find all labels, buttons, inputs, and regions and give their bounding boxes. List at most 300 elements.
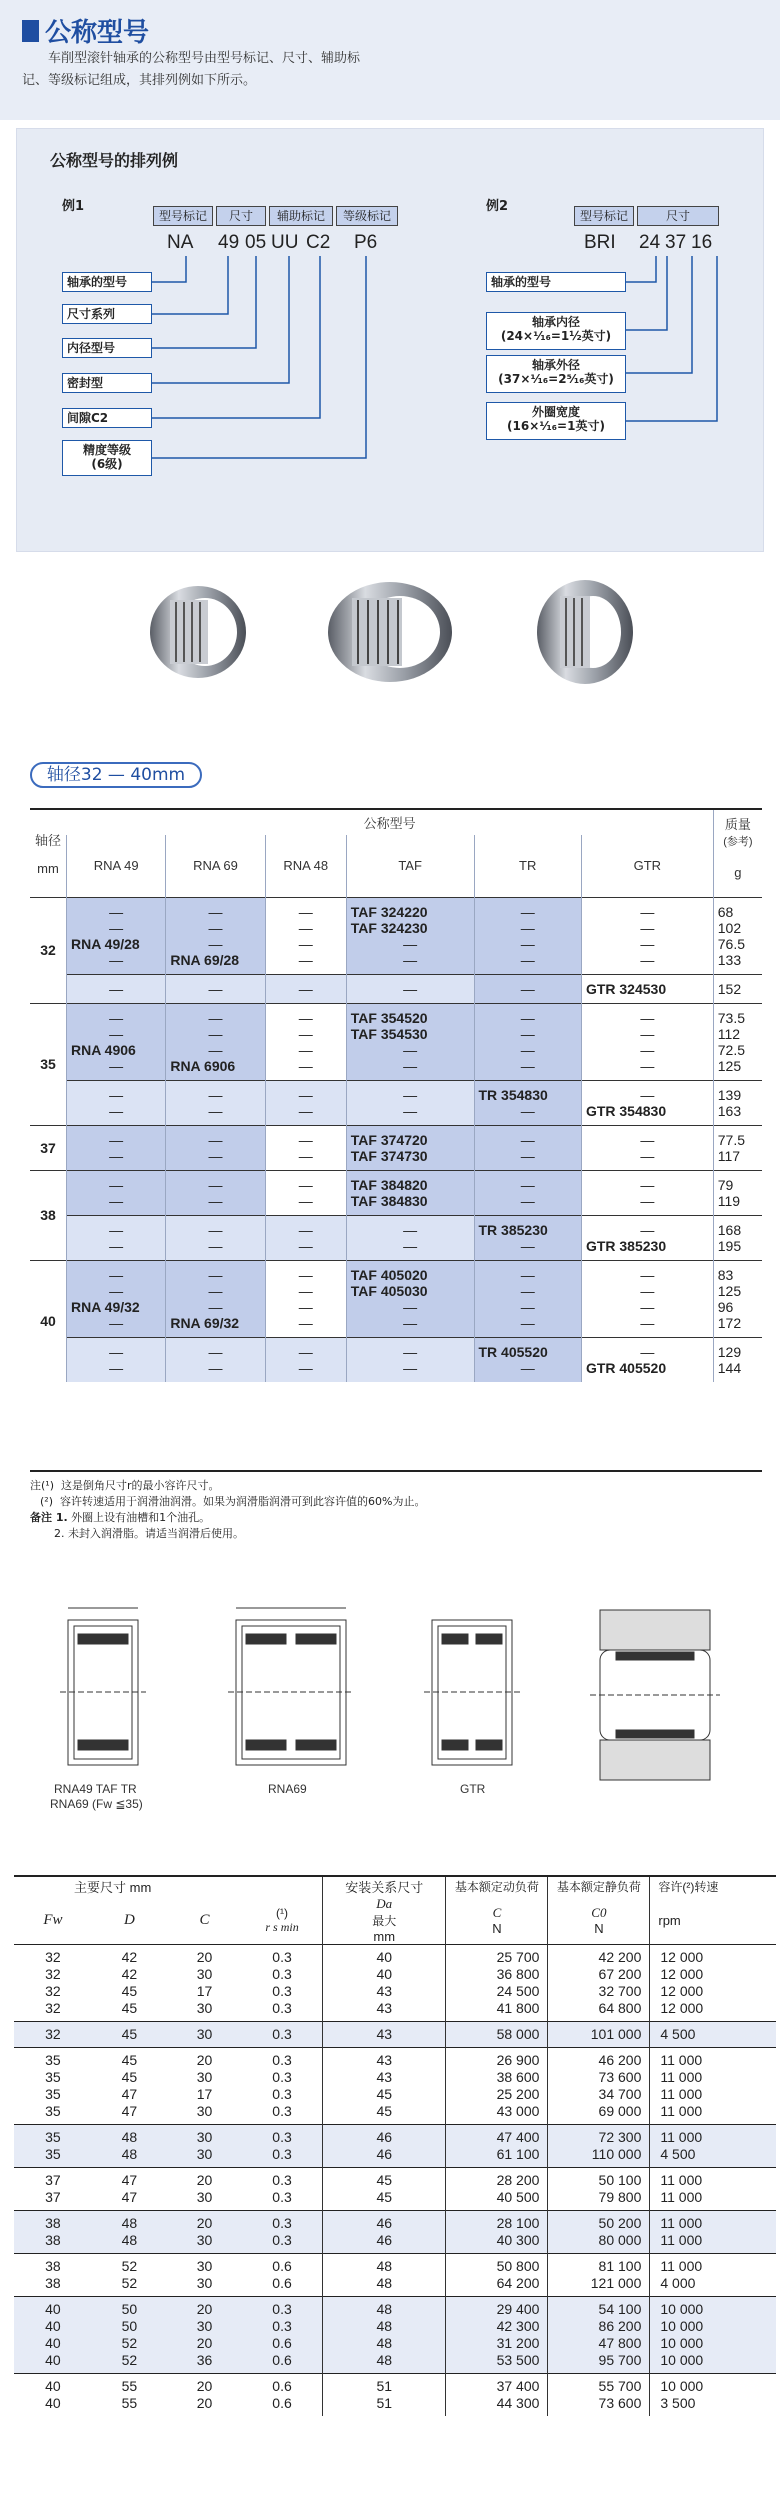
dim-cell: 45 xyxy=(323,2086,446,2103)
ex2-label-bore: 轴承内径 (24×¹⁄₁₆=1½英寸) xyxy=(486,312,626,350)
dim-cell: 11 000 xyxy=(650,2168,776,2190)
empty-dash: — xyxy=(520,1298,535,1315)
empty-dash: — xyxy=(640,1221,655,1238)
designation-code: TR 385230 xyxy=(478,1221,548,1238)
cross-section-drawings xyxy=(0,1580,780,1810)
dim-cell: 24 500 xyxy=(446,1983,548,2000)
dim-cell: 73 600 xyxy=(548,2069,650,2086)
empty-dash: — xyxy=(109,919,124,936)
empty-dash: — xyxy=(208,1237,223,1254)
empty-dash: — xyxy=(208,1041,223,1058)
dim-cell: 20 xyxy=(167,2168,242,2190)
dimension-row xyxy=(14,2189,776,2211)
designation-table xyxy=(30,808,762,1382)
dim-cell: 20 xyxy=(196,2395,213,2411)
empty-dash: — xyxy=(520,1176,535,1193)
cell-taf xyxy=(346,1125,474,1170)
dim-cell: 3 500 xyxy=(650,2395,776,2416)
cell-gtr xyxy=(581,1170,713,1215)
dim-cell: 35 xyxy=(45,2103,61,2119)
empty-dash: — xyxy=(520,1282,535,1299)
drawing-rna49 xyxy=(60,1608,146,1765)
dim-cell: 54 100 xyxy=(548,2297,650,2319)
drawing-mounting xyxy=(590,1610,720,1780)
empty-dash: — xyxy=(109,1086,124,1103)
empty-dash: — xyxy=(109,1025,124,1042)
dim-cell: 38 xyxy=(45,2275,61,2291)
example-heading: 公称型号的排列例 xyxy=(50,151,179,170)
note-2: (²) 容许转速适用于润滑油润滑。如果为润滑脂润滑可到此容许值的60%为止。 xyxy=(40,1495,426,1508)
cell-tr xyxy=(474,1260,581,1337)
designation-code: TR 354830 xyxy=(478,1086,548,1103)
dim-cell: 40 xyxy=(14,2352,92,2374)
mass-value: 77.5 xyxy=(717,1131,745,1148)
empty-dash: — xyxy=(403,935,418,952)
col-fw: Fw xyxy=(43,1911,63,1928)
ex1-label-seal: 密封型 xyxy=(62,373,152,393)
dim-cell: 41 800 xyxy=(446,2000,548,2022)
ex1-code-p6: P6 xyxy=(354,232,378,253)
dim-cell: 10 000 xyxy=(650,2335,776,2352)
empty-dash: — xyxy=(109,903,124,920)
empty-dash: — xyxy=(208,1343,223,1360)
dim-cell: 0.3 xyxy=(242,2211,322,2233)
dim-cell: 46 xyxy=(323,2146,446,2168)
dim-cell: 11 000 xyxy=(650,2069,776,2086)
empty-dash: — xyxy=(520,1009,535,1026)
col-shaft-header: 轴径 mm xyxy=(30,809,66,897)
designation-code: TR 405520 xyxy=(478,1343,548,1360)
empty-dash: — xyxy=(403,1343,418,1360)
dimension-row xyxy=(14,1945,776,1967)
dimension-row xyxy=(14,2232,776,2254)
mass-value: 117 xyxy=(717,1147,741,1164)
dim-cell: 64 200 xyxy=(446,2275,548,2297)
cell-tr xyxy=(474,1337,581,1382)
cell-rna49 xyxy=(66,1003,165,1080)
dim-cell: 37 xyxy=(14,2168,92,2190)
empty-dash: — xyxy=(208,1009,223,1026)
dim-cell: 48 xyxy=(92,2146,167,2168)
drawing-gtr xyxy=(424,1620,520,1765)
dimension-row xyxy=(14,2146,776,2168)
cell-rna48 xyxy=(265,1337,346,1382)
empty-dash: — xyxy=(109,1343,124,1360)
cell-gtr xyxy=(581,1125,713,1170)
dim-cell: 42 xyxy=(92,1945,167,1967)
ex1-code-na: NA xyxy=(167,232,194,253)
empty-dash: — xyxy=(208,1102,223,1119)
dimensions-table-body xyxy=(14,1945,776,2417)
dim-cell: 48 xyxy=(92,2125,167,2147)
col-mount: 安装关系尺寸 xyxy=(323,1876,446,1896)
cell-gtr xyxy=(581,974,713,1003)
designation-code: TAF 405030 xyxy=(350,1282,428,1299)
dim-cell: 40 xyxy=(14,2297,92,2319)
empty-dash: — xyxy=(298,1298,313,1315)
empty-dash: — xyxy=(520,1237,535,1254)
empty-dash: — xyxy=(298,935,313,952)
dim-cell: 0.3 xyxy=(242,2048,322,2070)
drawing-caption-rna49: RNA49 TAF TR xyxy=(54,1782,137,1796)
dim-cell: 35 xyxy=(14,2146,92,2168)
dim-cell: 79 800 xyxy=(548,2189,650,2211)
drawing-caption-rna69: RNA69 xyxy=(268,1782,307,1796)
designation-row xyxy=(30,1215,762,1260)
cell-rna49 xyxy=(66,1170,165,1215)
dimension-row xyxy=(14,2297,776,2319)
empty-dash: — xyxy=(298,1176,313,1193)
dim-cell: 28 200 xyxy=(446,2168,548,2190)
dim-cell: 30 xyxy=(167,2254,242,2276)
ex1-code-49: 49 xyxy=(218,232,240,253)
empty-dash: — xyxy=(640,1041,655,1058)
dim-cell: 46 xyxy=(323,2211,446,2233)
bearing-photos xyxy=(0,560,780,720)
empty-dash: — xyxy=(298,1147,313,1164)
empty-dash: — xyxy=(208,1131,223,1148)
cell-rna48 xyxy=(265,1080,346,1125)
dim-cell: 20 xyxy=(167,2374,242,2396)
ex2-label-width: 外圈宽度 (16×¹⁄₁₆=1英寸) xyxy=(486,402,626,440)
mass-value: 129 xyxy=(717,1343,742,1360)
bearing-photo-3 xyxy=(537,580,633,684)
dim-cell: 0.3 xyxy=(242,2297,322,2319)
dimension-row xyxy=(14,2022,776,2048)
ex1-code-uu: UU xyxy=(271,232,299,253)
cell-rna49 xyxy=(66,1337,165,1382)
col-da: Da 最大 mm xyxy=(323,1896,446,1945)
dimension-row xyxy=(14,2374,776,2396)
dim-cell: 50 xyxy=(92,2318,167,2335)
dim-cell: 38 xyxy=(14,2211,92,2233)
dim-cell: 30 xyxy=(167,2125,242,2147)
col-rna48: RNA 48 xyxy=(265,835,346,897)
empty-dash: — xyxy=(520,1147,535,1164)
empty-dash: — xyxy=(298,1343,313,1360)
dim-cell: 47 xyxy=(92,2168,167,2190)
col-r: (¹) r s min xyxy=(265,1905,299,1934)
empty-dash: — xyxy=(109,1009,124,1026)
empty-dash: — xyxy=(520,1041,535,1058)
empty-dash: — xyxy=(520,919,535,936)
shaft-cell: 37 xyxy=(30,1125,66,1170)
dim-cell: 42 300 xyxy=(446,2318,548,2335)
empty-dash: — xyxy=(298,1221,313,1238)
designation-code: RNA 6906 xyxy=(170,1057,236,1074)
col-taf: TAF xyxy=(346,835,474,897)
dim-cell: 11 000 xyxy=(650,2211,776,2233)
cell-taf xyxy=(346,897,474,974)
col-speed: 容许(²)转速 xyxy=(650,1876,776,1896)
cell-rna49 xyxy=(66,974,165,1003)
dim-cell: 35 xyxy=(14,2125,92,2147)
ex1-head-grade: 等级标记 xyxy=(336,206,398,226)
remark-1: 备注 1. 外圈上设有油槽和1个油孔。 xyxy=(30,1511,211,1524)
empty-dash: — xyxy=(109,1147,124,1164)
dim-cell: 47 400 xyxy=(446,2125,548,2147)
empty-dash: — xyxy=(109,1314,124,1331)
dim-cell: 10 000 xyxy=(650,2374,776,2396)
cell-rna49 xyxy=(66,1080,165,1125)
ex1-label-bearing-type: 轴承的型号 xyxy=(62,272,152,292)
dim-cell: 50 800 xyxy=(446,2254,548,2276)
dim-cell: 47 800 xyxy=(548,2335,650,2352)
note-1: 注(¹) 这是倒角尺寸r的最小容许尺寸。 xyxy=(30,1479,220,1492)
cell-rna48 xyxy=(265,1125,346,1170)
dimension-row xyxy=(14,2048,776,2070)
cell-rna69 xyxy=(166,1170,265,1215)
empty-dash: — xyxy=(208,1359,223,1376)
cell-rna49 xyxy=(66,1215,165,1260)
dim-cell: 0.6 xyxy=(242,2374,322,2396)
col-dyn-unit: C N xyxy=(446,1896,548,1945)
designation-code: TAF 324230 xyxy=(350,919,428,936)
dim-cell: 11 000 xyxy=(650,2086,776,2103)
designation-code: TAF 384830 xyxy=(350,1192,428,1209)
cell-tr xyxy=(474,1170,581,1215)
empty-dash: — xyxy=(403,1057,418,1074)
empty-dash: — xyxy=(208,1221,223,1238)
dim-cell: 50 200 xyxy=(548,2211,650,2233)
col-dynamic-load: 基本额定动负荷 xyxy=(446,1876,548,1896)
mass-value: 112 xyxy=(717,1025,741,1042)
empty-dash: — xyxy=(640,935,655,952)
empty-dash: — xyxy=(640,919,655,936)
dim-cell: 48 xyxy=(92,2211,167,2233)
empty-dash: — xyxy=(298,1237,313,1254)
dim-cell: 0.6 xyxy=(272,2395,292,2411)
dim-cell: 11 000 xyxy=(650,2103,776,2125)
empty-dash: — xyxy=(208,1266,223,1283)
designation-row xyxy=(30,974,762,1003)
dim-cell: 55 700 xyxy=(548,2374,650,2396)
cell-taf xyxy=(346,1337,474,1382)
empty-dash: — xyxy=(208,935,223,952)
dim-cell: 30 xyxy=(196,2103,213,2119)
empty-dash: — xyxy=(640,951,655,968)
designation-code: TAF 354530 xyxy=(350,1025,428,1042)
empty-dash: — xyxy=(520,1057,535,1074)
dim-cell: 30 xyxy=(196,2069,213,2085)
cell-rna69 xyxy=(166,1003,265,1080)
dim-cell: 55 xyxy=(121,2395,138,2411)
empty-dash: — xyxy=(208,1086,223,1103)
dim-cell: 44 300 xyxy=(446,2395,548,2416)
dim-cell: 81 100 xyxy=(548,2254,650,2276)
ex1-head-aux: 辅助标记 xyxy=(269,206,333,226)
dim-cell: 30 xyxy=(167,2146,242,2168)
cell-rna69 xyxy=(166,1125,265,1170)
dim-cell: 40 xyxy=(45,2395,61,2411)
dim-cell: 29 400 xyxy=(446,2297,548,2319)
dim-cell: 20 xyxy=(167,1945,242,1967)
drawing-rna69 xyxy=(228,1608,354,1765)
ex2-head-size: 尺寸 xyxy=(637,206,719,226)
shaft-cell: 35 xyxy=(30,1003,66,1125)
cell-rna48 xyxy=(265,1215,346,1260)
dim-cell: 46 200 xyxy=(548,2048,650,2070)
designation-code: RNA 49/28 xyxy=(70,935,140,952)
dim-cell: 31 200 xyxy=(446,2335,548,2352)
dim-cell: 52 xyxy=(92,2352,167,2374)
cell-rna69 xyxy=(166,974,265,1003)
cell-rna49 xyxy=(66,1125,165,1170)
designation-code: GTR 354830 xyxy=(585,1102,667,1119)
cell-mass xyxy=(713,1125,762,1170)
cell-taf xyxy=(346,1003,474,1080)
dim-cell: 50 xyxy=(92,2297,167,2319)
dim-cell: 10 000 xyxy=(650,2352,776,2374)
dimension-row xyxy=(14,1983,776,2000)
empty-dash: — xyxy=(109,1266,124,1283)
empty-dash: — xyxy=(403,1298,418,1315)
cell-mass xyxy=(713,897,762,974)
dim-cell: 0.3 xyxy=(242,2146,322,2168)
dim-cell: 45 xyxy=(121,1983,138,1999)
dim-cell: 50 100 xyxy=(548,2168,650,2190)
empty-dash: — xyxy=(520,980,535,997)
designation-row xyxy=(30,1080,762,1125)
shaft-cell: 38 xyxy=(30,1170,66,1260)
empty-dash: — xyxy=(109,1192,124,1209)
dim-cell: 52 xyxy=(92,2254,167,2276)
designation-code: TAF 374720 xyxy=(350,1131,428,1148)
dim-cell: 0.3 xyxy=(242,2318,322,2335)
cell-taf xyxy=(346,1215,474,1260)
dim-cell: 0.6 xyxy=(242,2254,322,2276)
mass-value: 172 xyxy=(717,1314,742,1331)
dim-cell: 28 100 xyxy=(446,2211,548,2233)
empty-dash: — xyxy=(298,903,313,920)
dim-cell: 43 xyxy=(323,2000,446,2022)
dim-cell: 32 xyxy=(45,1983,61,1999)
dim-cell: 48 xyxy=(323,2275,446,2297)
dim-cell: 45 xyxy=(323,2103,446,2125)
shaft-cell: 32 xyxy=(30,897,66,1003)
dim-cell: 86 200 xyxy=(548,2318,650,2335)
empty-dash: — xyxy=(520,1025,535,1042)
col-d: D xyxy=(123,1911,135,1928)
cell-rna49 xyxy=(66,1260,165,1337)
cell-mass xyxy=(713,1337,762,1382)
mass-value: 102 xyxy=(717,919,742,936)
dim-cell: 40 500 xyxy=(446,2189,548,2211)
mass-value: 76.5 xyxy=(717,935,745,952)
dim-cell: 0.3 xyxy=(272,2069,292,2085)
empty-dash: — xyxy=(640,1343,655,1360)
dimension-row xyxy=(14,2275,776,2297)
dim-cell: 35 xyxy=(45,2069,61,2085)
empty-dash: — xyxy=(520,1102,535,1119)
empty-dash: — xyxy=(520,1314,535,1331)
cell-mass xyxy=(713,1215,762,1260)
empty-dash: — xyxy=(640,1282,655,1299)
dim-cell: 52 xyxy=(121,2275,138,2291)
empty-dash: — xyxy=(208,1282,223,1299)
dim-cell: 0.3 xyxy=(272,1966,292,1982)
dim-cell: 11 000 xyxy=(650,2254,776,2276)
designation-code: TAF 384820 xyxy=(350,1176,428,1193)
empty-dash: — xyxy=(640,1025,655,1042)
empty-dash: — xyxy=(208,1192,223,1209)
empty-dash: — xyxy=(109,1282,124,1299)
cell-tr xyxy=(474,1080,581,1125)
dim-cell: 48 xyxy=(92,2232,167,2254)
table-notes xyxy=(30,1478,425,1542)
dim-cell: 30 xyxy=(196,2275,213,2291)
empty-dash: — xyxy=(403,980,418,997)
cell-rna49 xyxy=(66,897,165,974)
designation-code: RNA 69/28 xyxy=(170,951,240,968)
cell-rna69 xyxy=(166,1260,265,1337)
shaft-cell: 40 xyxy=(30,1260,66,1382)
dim-cell: 12 000 xyxy=(650,1966,776,1983)
cell-mass xyxy=(713,1260,762,1337)
empty-dash: — xyxy=(520,1131,535,1148)
mass-value: 144 xyxy=(717,1359,742,1376)
designation-code: GTR 405520 xyxy=(585,1359,667,1376)
mass-value: 163 xyxy=(717,1102,742,1119)
mass-value: 125 xyxy=(717,1282,742,1299)
dim-cell: 37 400 xyxy=(446,2374,548,2396)
dim-cell: 47 xyxy=(121,2189,138,2205)
cell-tr xyxy=(474,1215,581,1260)
col-gtr: GTR xyxy=(581,835,713,897)
dim-cell: 43 xyxy=(323,2048,446,2070)
empty-dash: — xyxy=(208,980,223,997)
dim-cell: 0.6 xyxy=(242,2352,322,2374)
cell-taf xyxy=(346,974,474,1003)
empty-dash: — xyxy=(109,1359,124,1376)
dim-cell: 36 xyxy=(167,2352,242,2374)
dim-cell: 40 xyxy=(323,1966,446,1983)
dim-cell: 45 xyxy=(323,2168,446,2190)
empty-dash: — xyxy=(298,980,313,997)
empty-dash: — xyxy=(298,919,313,936)
dim-cell: 0.3 xyxy=(242,2168,322,2190)
dim-cell: 52 xyxy=(92,2335,167,2352)
dim-cell: 40 xyxy=(14,2335,92,2352)
dim-cell: 40 xyxy=(14,2318,92,2335)
dim-cell: 26 900 xyxy=(446,2048,548,2070)
empty-dash: — xyxy=(403,951,418,968)
cell-taf xyxy=(346,1170,474,1215)
mass-value: 79 xyxy=(717,1176,734,1193)
dim-cell: 40 300 xyxy=(446,2232,548,2254)
empty-dash: — xyxy=(298,1314,313,1331)
dim-cell: 43 xyxy=(323,2069,446,2086)
designation-row xyxy=(30,1170,762,1215)
empty-dash: — xyxy=(109,1057,124,1074)
empty-dash: — xyxy=(298,951,313,968)
designation-code: RNA 49/32 xyxy=(70,1298,140,1315)
dim-cell: 0.6 xyxy=(272,2275,292,2291)
page-title: 公称型号 xyxy=(22,12,149,49)
dim-cell: 0.3 xyxy=(272,2189,292,2205)
cell-gtr xyxy=(581,1080,713,1125)
dim-cell: 36 800 xyxy=(446,1966,548,1983)
empty-dash: — xyxy=(520,935,535,952)
designation-code: RNA 4906 xyxy=(70,1041,136,1058)
dim-cell: 43 000 xyxy=(446,2103,548,2125)
dim-cell: 30 xyxy=(167,2318,242,2335)
empty-dash: — xyxy=(403,1041,418,1058)
empty-dash: — xyxy=(520,951,535,968)
dim-cell: 20 xyxy=(167,2335,242,2352)
designation-code: RNA 69/32 xyxy=(170,1314,240,1331)
empty-dash: — xyxy=(208,1147,223,1164)
